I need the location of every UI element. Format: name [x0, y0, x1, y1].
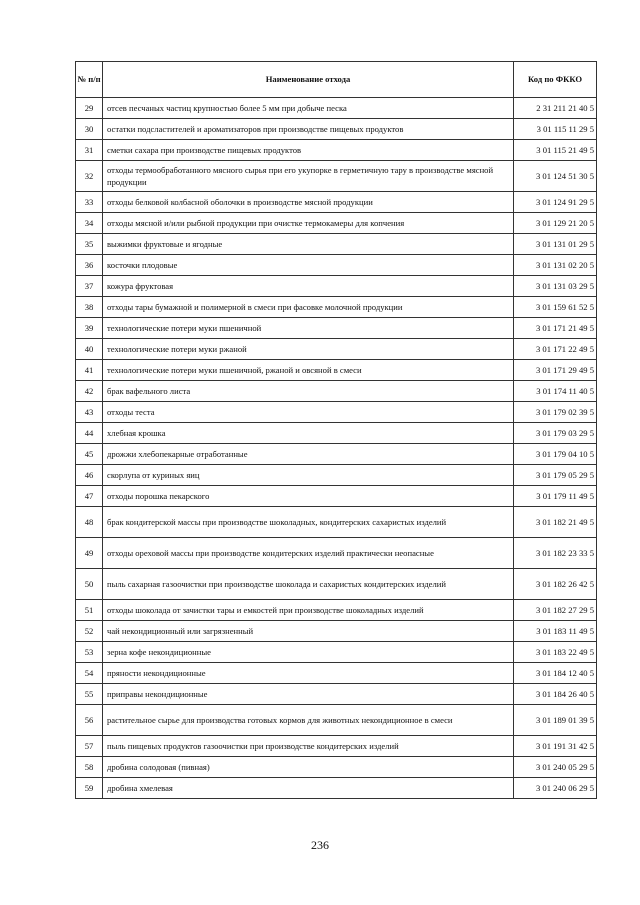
table-row [76, 465, 597, 486]
table-row [76, 600, 597, 621]
row-name: зерна кофе некондиционные [103, 642, 514, 663]
table-row [76, 538, 597, 569]
table-row [76, 192, 597, 213]
row-num: 29 [76, 98, 103, 119]
row-num: 58 [76, 757, 103, 778]
table-row [76, 318, 597, 339]
row-num: 41 [76, 360, 103, 381]
row-num: 53 [76, 642, 103, 663]
row-num: 46 [76, 465, 103, 486]
table-row [76, 119, 597, 140]
row-num: 51 [76, 600, 103, 621]
row-num: 31 [76, 140, 103, 161]
row-num: 56 [76, 705, 103, 736]
row-code: 3 01 179 11 49 5 [514, 486, 597, 507]
table-row [76, 642, 597, 663]
table-row [76, 98, 597, 119]
table-row [76, 778, 597, 799]
table-row [76, 161, 597, 192]
row-num: 54 [76, 663, 103, 684]
header-num: № п/п [76, 62, 103, 98]
row-name: дробина хмелевая [103, 778, 514, 799]
row-name: брак кондитерской массы при производстве шоколадных, кондитерских сахаристых изделий [103, 507, 514, 538]
row-num: 50 [76, 569, 103, 600]
table-row [76, 297, 597, 318]
row-name: отходы тары бумажной и полимерной в смеси при фасовке молочной продукции [103, 297, 514, 318]
row-name: отходы мясной и/или рыбной продукции при очистке термокамеры для копчения [103, 213, 514, 234]
table-row [76, 213, 597, 234]
table-body [76, 98, 597, 799]
row-code: 3 01 183 22 49 5 [514, 642, 597, 663]
row-code: 3 01 129 21 20 5 [514, 213, 597, 234]
row-code: 3 01 179 05 29 5 [514, 465, 597, 486]
table-row [76, 339, 597, 360]
table-row [76, 360, 597, 381]
row-num: 49 [76, 538, 103, 569]
row-code: 3 01 182 21 49 5 [514, 507, 597, 538]
row-name: отсев песчаных частиц крупностью более 5 мм при добыче песка [103, 98, 514, 119]
row-code: 3 01 124 91 29 5 [514, 192, 597, 213]
row-name: отходы белковой колбасной оболочки в производстве мясной продукции [103, 192, 514, 213]
row-code: 3 01 182 26 42 5 [514, 569, 597, 600]
row-code: 3 01 131 02 20 5 [514, 255, 597, 276]
table-row [76, 705, 597, 736]
row-code: 3 01 183 11 49 5 [514, 621, 597, 642]
row-num: 57 [76, 736, 103, 757]
row-num: 47 [76, 486, 103, 507]
row-name: технологические потери муки пшеничной, ржаной и овсяной в смеси [103, 360, 514, 381]
row-name: отходы порошка пекарского [103, 486, 514, 507]
row-code: 3 01 115 21 49 5 [514, 140, 597, 161]
row-num: 32 [76, 161, 103, 192]
row-name: сметки сахара при производстве пищевых продуктов [103, 140, 514, 161]
table-row [76, 255, 597, 276]
row-num: 55 [76, 684, 103, 705]
row-name: кожура фруктовая [103, 276, 514, 297]
header-code: Код по ФККО [514, 62, 597, 98]
row-num: 33 [76, 192, 103, 213]
row-name: технологические потери муки пшеничной [103, 318, 514, 339]
row-name: приправы некондиционные [103, 684, 514, 705]
row-num: 40 [76, 339, 103, 360]
row-code: 3 01 179 03 29 5 [514, 423, 597, 444]
row-code: 3 01 191 31 42 5 [514, 736, 597, 757]
row-name: дрожжи хлебопекарные отработанные [103, 444, 514, 465]
row-code: 3 01 182 27 29 5 [514, 600, 597, 621]
table-row [76, 423, 597, 444]
row-num: 45 [76, 444, 103, 465]
row-num: 44 [76, 423, 103, 444]
row-num: 48 [76, 507, 103, 538]
waste-table [75, 61, 597, 799]
table-row [76, 569, 597, 600]
row-num: 59 [76, 778, 103, 799]
row-name: остатки подсластителей и ароматизаторов при производстве пищевых продуктов [103, 119, 514, 140]
table-row [76, 276, 597, 297]
row-name: растительное сырье для производства готовых кормов для животных некондиционное в смеси [103, 705, 514, 736]
row-name: технологические потери муки ржаной [103, 339, 514, 360]
row-name: пряности некондиционные [103, 663, 514, 684]
row-code: 2 31 211 21 40 5 [514, 98, 597, 119]
table-row [76, 140, 597, 161]
row-code: 3 01 240 06 29 5 [514, 778, 597, 799]
row-name: брак вафельного листа [103, 381, 514, 402]
table-header-row [76, 62, 597, 98]
row-code: 3 01 171 22 49 5 [514, 339, 597, 360]
row-code: 3 01 184 12 40 5 [514, 663, 597, 684]
row-name: пыль пищевых продуктов газоочистки при производстве кондитерских изделий [103, 736, 514, 757]
table-row [76, 486, 597, 507]
row-code: 3 01 171 29 49 5 [514, 360, 597, 381]
row-num: 39 [76, 318, 103, 339]
row-name: выжимки фруктовые и ягодные [103, 234, 514, 255]
row-name: дробина солодовая (пивная) [103, 757, 514, 778]
row-name: отходы термообработанного мясного сырья при его укупорке в герметичную тару в производстве мясной продукции [103, 161, 514, 192]
table-row [76, 684, 597, 705]
row-code: 3 01 115 11 29 5 [514, 119, 597, 140]
row-num: 52 [76, 621, 103, 642]
row-code: 3 01 131 03 29 5 [514, 276, 597, 297]
row-num: 35 [76, 234, 103, 255]
row-num: 30 [76, 119, 103, 140]
row-num: 34 [76, 213, 103, 234]
header-name: Наименование отхода [103, 62, 514, 98]
row-name: скорлупа от куриных яиц [103, 465, 514, 486]
table-row [76, 234, 597, 255]
row-name: отходы ореховой массы при производстве кондитерских изделий практически неопасные [103, 538, 514, 569]
table-row [76, 663, 597, 684]
row-code: 3 01 124 51 30 5 [514, 161, 597, 192]
row-name: косточки плодовые [103, 255, 514, 276]
row-num: 42 [76, 381, 103, 402]
row-code: 3 01 189 01 39 5 [514, 705, 597, 736]
table-row [76, 621, 597, 642]
row-num: 38 [76, 297, 103, 318]
row-num: 36 [76, 255, 103, 276]
row-code: 3 01 179 04 10 5 [514, 444, 597, 465]
page-number: 236 [311, 838, 329, 852]
row-code: 3 01 159 61 52 5 [514, 297, 597, 318]
row-code: 3 01 174 11 40 5 [514, 381, 597, 402]
table-row [76, 507, 597, 538]
row-code: 3 01 182 23 33 5 [514, 538, 597, 569]
row-num: 37 [76, 276, 103, 297]
table-row [76, 444, 597, 465]
table-row [76, 757, 597, 778]
table-row [76, 381, 597, 402]
row-code: 3 01 184 26 40 5 [514, 684, 597, 705]
row-code: 3 01 240 05 29 5 [514, 757, 597, 778]
row-name: отходы шоколада от зачистки тары и емкостей при производстве шоколадных изделий [103, 600, 514, 621]
row-name: отходы теста [103, 402, 514, 423]
table-row [76, 736, 597, 757]
row-num: 43 [76, 402, 103, 423]
row-name: чай некондиционный или загрязненный [103, 621, 514, 642]
table-row [76, 402, 597, 423]
row-code: 3 01 131 01 29 5 [514, 234, 597, 255]
row-code: 3 01 179 02 39 5 [514, 402, 597, 423]
row-name: хлебная крошка [103, 423, 514, 444]
row-code: 3 01 171 21 49 5 [514, 318, 597, 339]
row-name: пыль сахарная газоочистки при производстве шоколада и сахаристых кондитерских изделий [103, 569, 514, 600]
